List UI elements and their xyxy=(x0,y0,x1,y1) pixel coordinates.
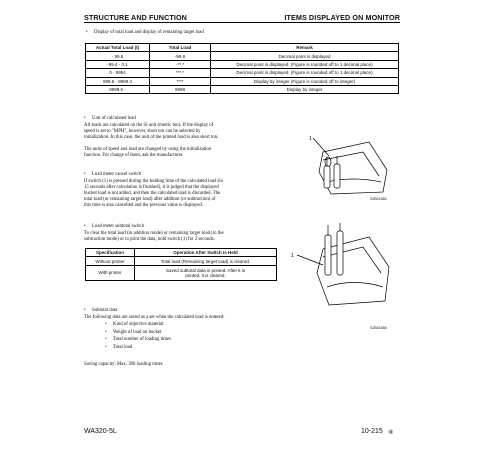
bullet-cancel-switch: • Load meter cancel switch xyxy=(92,172,141,178)
table-cell xyxy=(135,257,277,265)
table-header-cell: Specification xyxy=(86,249,135,257)
table-cell: -99.4 - 0.1 xyxy=(86,60,150,68)
paragraph-line: bucket load is not added, and then the calculated load is discarded. The xyxy=(84,190,221,196)
figure1-callout: 1 xyxy=(309,136,312,142)
table-cell: **** xyxy=(150,77,211,85)
paragraph-line: To clear the total load (in addition mode) or remaining target load (in the xyxy=(84,231,224,236)
table-cell: 999.5 - 9999.4 xyxy=(86,77,150,85)
list-item: • Weight of load on bucket xyxy=(113,330,171,336)
paragraph-line: 15 seconds after calculation is finished), it is judged that the displayed xyxy=(84,184,219,190)
table-cell: Decimal point is displayed. (Figure is rounded off to 1 decimal place) xyxy=(211,60,399,68)
unit-of-load-paragraph xyxy=(84,123,279,158)
table-row xyxy=(86,77,399,85)
bullet-subtotal-data: • Subtotal data xyxy=(92,308,117,314)
figure2-code: SJB01585 xyxy=(370,326,387,330)
paragraph-line: subtraction mode) or to print the data, hold switch (1) for 2 seconds. xyxy=(84,236,215,242)
table-cell: Display by integer xyxy=(211,85,399,93)
switch-operation-table xyxy=(85,248,277,281)
table-cell: Decimal point is displayed xyxy=(211,52,399,60)
section-title: STRUCTURE AND FUNCTION xyxy=(84,13,187,22)
table-cell: - 99.5 xyxy=(86,52,150,60)
table-cell xyxy=(135,265,277,280)
bullet-subtotal-switch: • Load meter subtotal switch xyxy=(92,224,144,230)
bullet-total-load-display: • Display of total load and display of remaining target load xyxy=(94,30,204,36)
paragraph-line: The units of speed and load are changed by using the initialization xyxy=(84,146,212,152)
paragraph-line: this time is also cancelled and the previous value is displayed. xyxy=(84,202,203,208)
saving-capacity-note: Saving capacity: Max. 300 loading times xyxy=(84,362,163,367)
paragraph-line: If switch (1) is pressed during the holding time of the calculated load (in xyxy=(84,179,223,184)
table-row xyxy=(86,85,399,93)
page-number: 10-215 xyxy=(361,428,383,435)
model-number: WA320-5L xyxy=(84,428,117,435)
total-load-table xyxy=(85,43,399,94)
list-item: • Total number of loading times xyxy=(113,337,171,343)
list-item: • Total load xyxy=(113,345,171,351)
paragraph-line: total load (or remaining target load) after addition (or subtraction) of xyxy=(84,196,216,202)
paragraph-line: All loads are calculated on the SI unit (metric ton). If the display of xyxy=(84,123,214,128)
table-header-cell: Actual Total Load (t) xyxy=(86,44,150,52)
table-cell: With printer xyxy=(86,265,135,280)
table-cell: Display by integer (Figure is rounded off to integer) xyxy=(211,77,399,85)
subtotal-data-intro: The following data are saved as a set when the calculated load is entered: xyxy=(84,315,225,320)
table-row xyxy=(86,60,399,68)
figure2-callout: 1 xyxy=(291,253,294,259)
paragraph-line: initialization. In this case, the unit of the printed load is also short ton. xyxy=(84,134,219,140)
figure1-code: SJB01584 xyxy=(370,197,387,201)
table-header-cell: Total Load xyxy=(150,44,211,52)
table-row xyxy=(86,52,399,60)
page-heading: ITEMS DISPLAYED ON MONITOR xyxy=(284,13,400,22)
table-cell: Decimal point is displayed. (Figure is rounded off to 1 decimal place) xyxy=(211,69,399,77)
subtotal-switch-paragraph xyxy=(84,231,279,243)
header-rule xyxy=(84,22,400,23)
table-cell-line: printed, it is cleared. xyxy=(185,272,226,278)
table-header-cell: Operation After Switch Is Held xyxy=(135,249,277,257)
table-cell: 9999.5 - xyxy=(86,85,150,93)
table-row xyxy=(86,69,399,77)
switch-operation-table-header xyxy=(86,249,277,257)
table-row xyxy=(86,265,277,280)
table-cell-line: Saved subtotal data is printed. After it is xyxy=(165,267,246,273)
cancel-switch-illustration xyxy=(283,132,399,206)
table-cell-line: Total load (Remaining target load) is cleared. xyxy=(160,258,251,264)
subtotal-switch-illustration xyxy=(283,221,399,325)
total-load-table-header xyxy=(86,44,399,52)
list-item: • Kind of objective material xyxy=(113,322,171,328)
paragraph-line: function. For change of them, ask the manufacturer. xyxy=(84,152,184,158)
table-cell: Without printer xyxy=(86,257,135,265)
table-cell: 9999 xyxy=(150,85,211,93)
subtotal-data-list xyxy=(113,322,171,352)
table-cell: ***.* xyxy=(150,69,211,77)
paragraph-line: speed is set to "MPH", however, short ton can be selected by xyxy=(84,128,201,134)
table-cell: 0 - 9994 xyxy=(86,69,150,77)
table-header-cell: Remark xyxy=(211,44,399,52)
cancel-switch-paragraph xyxy=(84,179,279,209)
table-cell: -99.9 xyxy=(150,52,211,60)
table-cell: -**.* xyxy=(150,60,211,68)
revision-mark: ⑨ xyxy=(388,430,394,436)
bullet-unit-of-load: • Unit of calculated load xyxy=(92,116,136,122)
table-row xyxy=(86,257,277,265)
